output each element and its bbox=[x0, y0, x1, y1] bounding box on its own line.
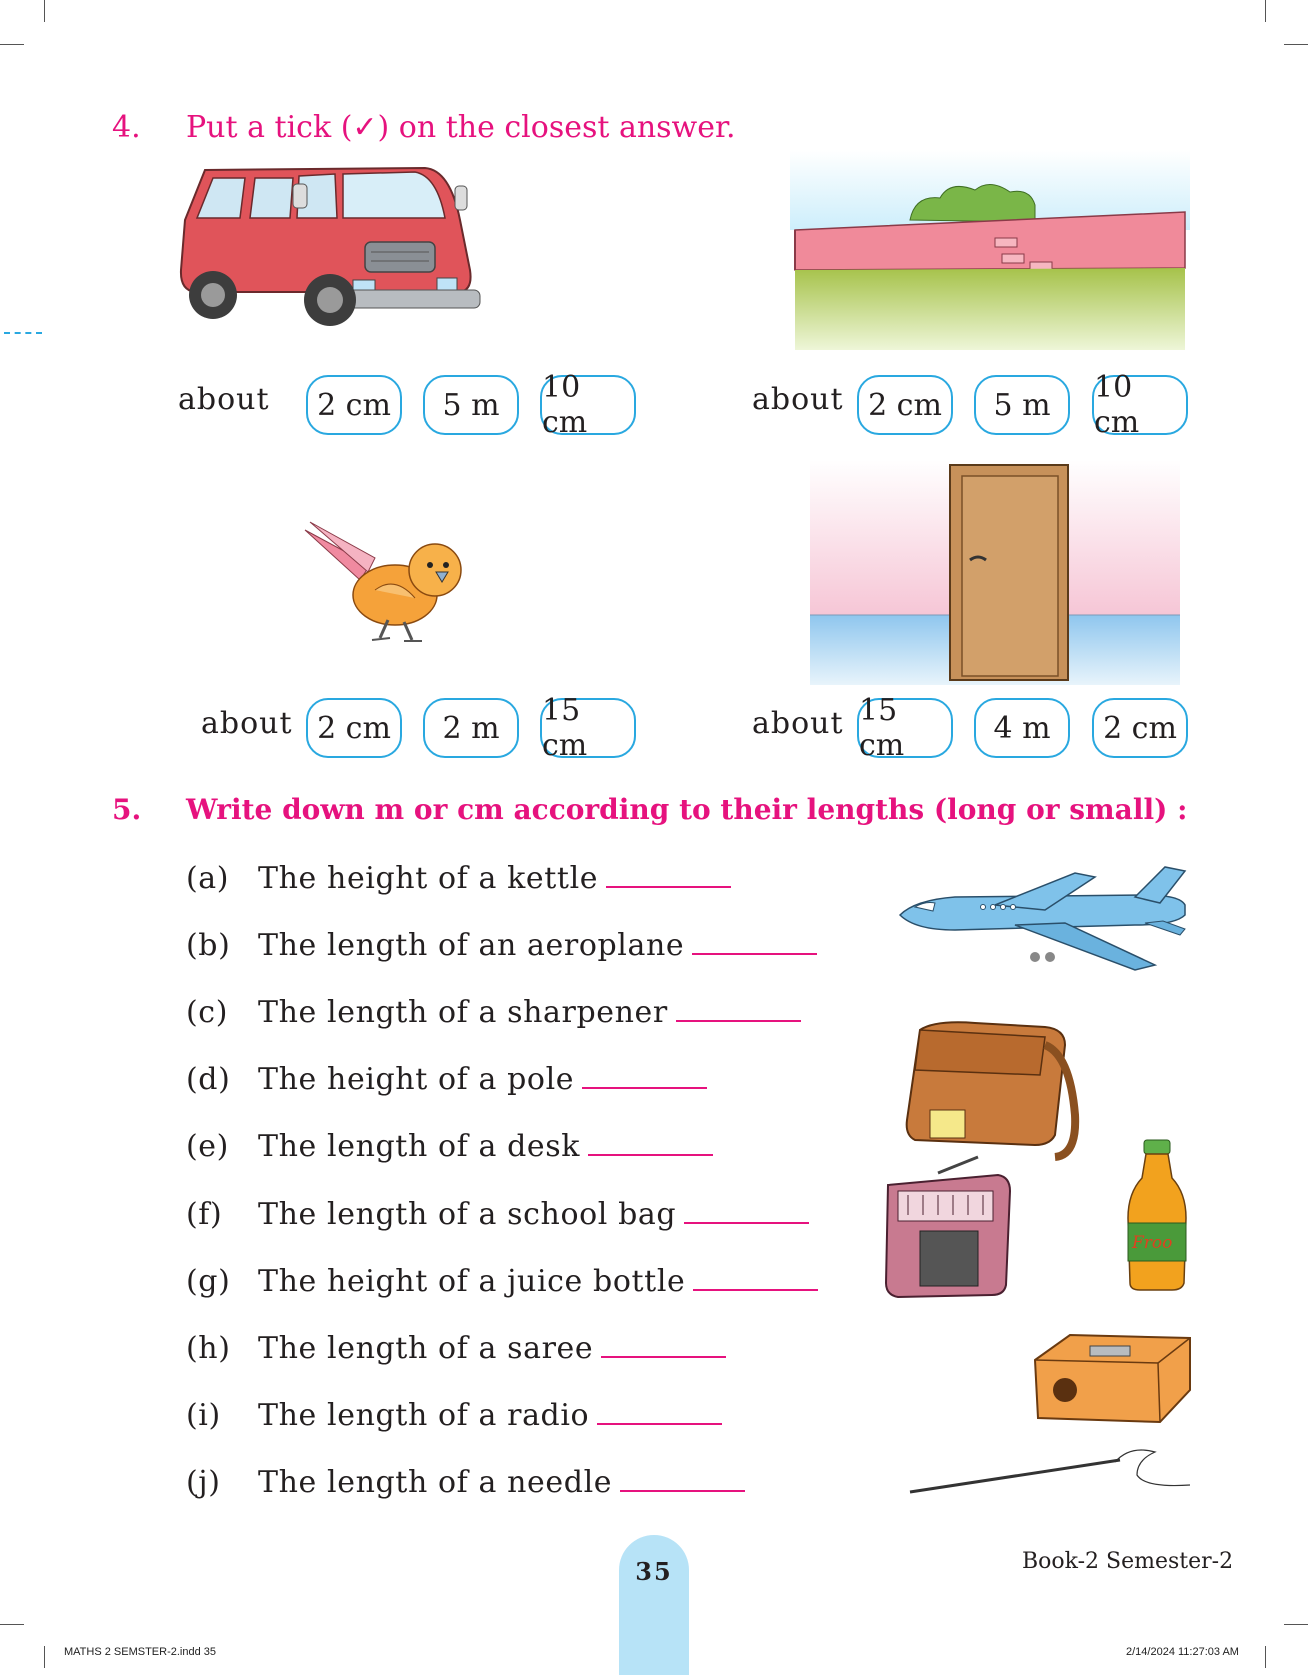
question-4-instruction: Put a tick (✓) on the closest answer. bbox=[186, 110, 736, 145]
answer-option[interactable]: 2 cm bbox=[306, 698, 402, 758]
crop-mark bbox=[0, 44, 24, 45]
answer-blank[interactable] bbox=[684, 1196, 809, 1224]
fill-item bbox=[186, 1397, 722, 1433]
item-label: (e) bbox=[186, 1129, 229, 1164]
fill-item bbox=[186, 927, 817, 963]
answer-blank[interactable] bbox=[606, 860, 731, 888]
crop-mark bbox=[1265, 0, 1266, 22]
answer-option[interactable]: 10 cm bbox=[1092, 375, 1188, 435]
answer-option[interactable]: 5 m bbox=[974, 375, 1070, 435]
fill-item bbox=[186, 1464, 745, 1500]
juice-bottle-picture bbox=[1122, 1138, 1192, 1293]
about-label: about bbox=[178, 382, 270, 417]
answer-option[interactable]: 15 cm bbox=[540, 698, 636, 758]
item-text: The height of a kettle bbox=[258, 861, 599, 896]
answer-blank[interactable] bbox=[693, 1263, 818, 1291]
fill-item bbox=[186, 1196, 809, 1232]
file-slug: MATHS 2 SEMSTER-2.indd 35 bbox=[64, 1646, 217, 1658]
answer-blank[interactable] bbox=[620, 1464, 745, 1492]
item-label: (h) bbox=[186, 1331, 231, 1366]
item-text: The length of a sharpener bbox=[258, 995, 668, 1030]
fill-item bbox=[186, 860, 731, 896]
radio-picture bbox=[878, 1155, 1018, 1305]
crop-mark bbox=[44, 0, 45, 22]
item-label: (g) bbox=[186, 1264, 231, 1299]
crop-mark bbox=[1265, 1646, 1266, 1668]
answer-option[interactable]: 4 m bbox=[974, 698, 1070, 758]
crop-mark bbox=[0, 1624, 24, 1625]
fill-item bbox=[186, 1330, 726, 1366]
answer-option[interactable]: 2 m bbox=[423, 698, 519, 758]
registration-dashes bbox=[4, 332, 42, 334]
bird-picture bbox=[300, 520, 475, 650]
answer-option[interactable]: 2 cm bbox=[857, 375, 953, 435]
aeroplane-picture bbox=[895, 865, 1195, 975]
fill-item bbox=[186, 1128, 713, 1164]
item-text: The length of a needle bbox=[258, 1465, 613, 1500]
item-label: (j) bbox=[186, 1465, 221, 1500]
fill-item bbox=[186, 1263, 818, 1299]
item-label: (f) bbox=[186, 1197, 223, 1232]
item-label: (c) bbox=[186, 995, 229, 1030]
question-5-number: 5. bbox=[112, 793, 142, 826]
item-label: (d) bbox=[186, 1062, 231, 1097]
item-text: The height of a juice bottle bbox=[258, 1264, 686, 1299]
answer-blank[interactable] bbox=[692, 927, 817, 955]
crop-mark bbox=[44, 1646, 45, 1668]
item-label: (a) bbox=[186, 861, 230, 896]
item-text: The height of a pole bbox=[258, 1062, 575, 1097]
answer-option[interactable]: 15 cm bbox=[857, 698, 953, 758]
answer-option[interactable]: 5 m bbox=[423, 375, 519, 435]
about-label: about bbox=[752, 706, 844, 741]
page-number-tab bbox=[619, 1535, 689, 1675]
wall-picture bbox=[790, 150, 1190, 350]
answer-option[interactable]: 2 cm bbox=[306, 375, 402, 435]
school-bag-picture bbox=[895, 1015, 1095, 1175]
item-label: (b) bbox=[186, 928, 231, 963]
question-5-instruction: Write down m or cm according to their lengths (long or small) : bbox=[186, 793, 1188, 826]
answer-blank[interactable] bbox=[601, 1330, 726, 1358]
answer-option[interactable]: 2 cm bbox=[1092, 698, 1188, 758]
answer-option[interactable]: 10 cm bbox=[540, 375, 636, 435]
needle-picture bbox=[905, 1440, 1195, 1500]
item-text: The length of a school bag bbox=[258, 1197, 677, 1232]
door-picture bbox=[810, 460, 1180, 685]
answer-blank[interactable] bbox=[582, 1061, 707, 1089]
fill-item bbox=[186, 994, 801, 1030]
answer-blank[interactable] bbox=[588, 1128, 713, 1156]
van-picture bbox=[175, 160, 485, 335]
item-text: The length of a radio bbox=[258, 1398, 590, 1433]
crop-mark bbox=[1284, 1624, 1308, 1625]
answer-blank[interactable] bbox=[676, 994, 801, 1022]
sharpener-picture bbox=[1030, 1330, 1195, 1430]
about-label: about bbox=[752, 382, 844, 417]
item-text: The length of a saree bbox=[258, 1331, 594, 1366]
item-text: The length of a desk bbox=[258, 1129, 581, 1164]
question-4-number: 4. bbox=[112, 110, 141, 145]
page-number: 35 bbox=[635, 1557, 673, 1586]
book-semester-label: Book-2 Semester-2 bbox=[1022, 1549, 1234, 1574]
timestamp-slug: 2/14/2024 11:27:03 AM bbox=[1126, 1646, 1239, 1658]
fill-item bbox=[186, 1061, 707, 1097]
answer-blank[interactable] bbox=[597, 1397, 722, 1425]
item-label: (i) bbox=[186, 1398, 221, 1433]
crop-mark bbox=[1284, 44, 1308, 45]
item-text: The length of an aeroplane bbox=[258, 928, 685, 963]
bottle-label: Froo bbox=[1132, 1233, 1173, 1253]
about-label: about bbox=[201, 706, 293, 741]
